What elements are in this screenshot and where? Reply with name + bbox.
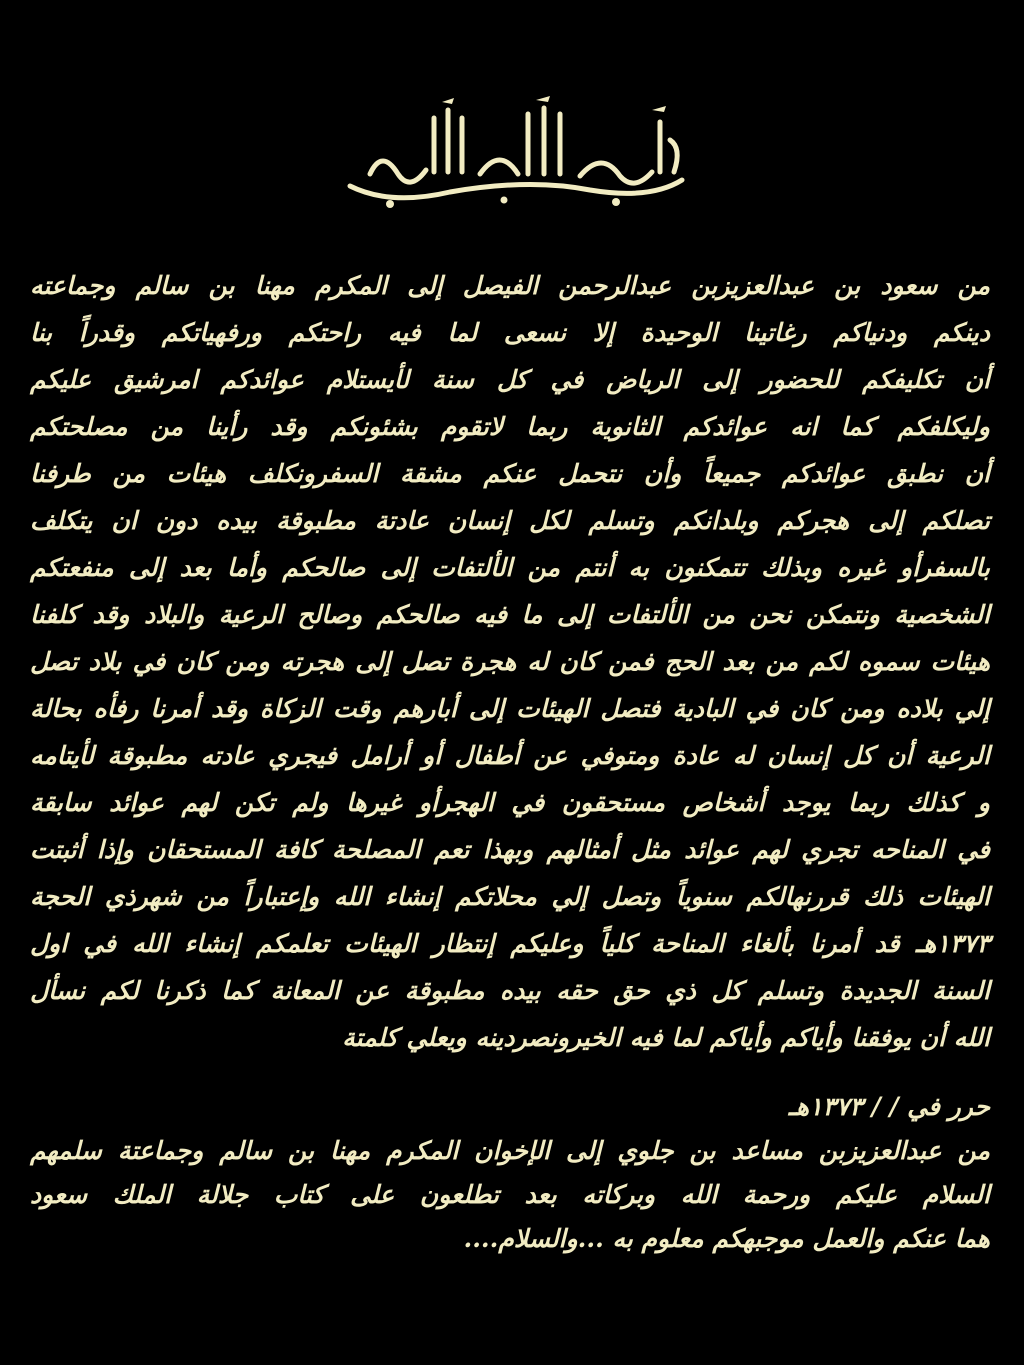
letter-line: دينكم ودنياكم رغاتينا الوحيدة إلا نسعى لما فيه راحتكم ورفهياتكم وقدراً بنا <box>30 318 990 347</box>
letter-line: بالسفرأو غيره وبذلك تتمكنون به أنتم من الألتفات إلى صالحكم وأما بعد إلى منفعتكم <box>30 553 990 582</box>
letter-line: إلي بلاده ومن كان في البادية فتصل الهيئات إلى أبارهم وقت الزكاة وقد أمرنا رفأه بحالة <box>30 694 990 723</box>
letter-line: و كذلك ربما يوجد أشخاص مستحقون في الهجرأو غيرها ولم تكن لهم عوائد سابقة <box>30 788 990 817</box>
letter-closing-line: الله أن يوفقنا وأياكم وأياكم لما فيه الخيرونصردينه ويعلي كلمتة <box>342 1023 990 1052</box>
letter-line: الشخصية ونتمكن نحن من الألتفات إلى ما فيه صالحكم وصالح الرعية والبلاد وقد كلفنا <box>30 600 990 629</box>
letter-line: ١٣٧٣هـ قد أمرنا بألغاء المناحة كلياً وعليكم إنتظار الهيئات تعلمكم إنشاء الله في اول <box>30 929 990 958</box>
forward-line: السلام عليكم ورحمة الله وبركاته بعد تطلعون على كتاب جلالة الملك سعود <box>30 1180 990 1209</box>
letter-line: من سعود بن عبدالعزيزبن عبدالرحمن الفيصل إلى المكرم مهنا بن سالم وجماعته <box>30 271 990 300</box>
letter-line: هيئات سموه لكم من بعد الحج فمن كان له هجرة تصل إلى هجرته ومن كان في بلاد تصل <box>30 647 990 676</box>
letter-body <box>30 262 990 1061</box>
letter-line: في المناحه تجري لهم عوائد مثل أمثالهم وبهذا تعم المصلحة كافة المستحقان وإذا أثبتت <box>30 835 990 864</box>
letter-line: الهيئات ذلك قررنهالكم سنوياً وتصل إلي محلاتكم إنشاء الله وإعتباراً من شهرذي الحجة <box>30 882 990 911</box>
forward-line: من عبدالعزيزبن مساعد بن جلوي إلى الإخوان المكرم مهنا بن سالم وجماعتة سلمهم <box>30 1136 990 1165</box>
letter-line: أن نطبق عوائدكم جميعاً وأن نتحمل عنكم مشقة السفرونكلف هيئات من طرفنا <box>30 459 990 488</box>
forward-closing-line: هما عنكم والعمل موجبهكم معلوم به ...والسلام.... <box>463 1224 990 1253</box>
letter-line: الرعية أن كل إنسان له عادة ومتوفي عن أطفال أو أرامل فيجري عادته مطبوقة لأيتامه <box>30 741 990 770</box>
basmala-calligraphy <box>330 88 702 218</box>
forward-note <box>30 1085 990 1261</box>
date-line: حرر في / / ١٣٧٣هـ <box>788 1092 990 1121</box>
letter-line: السنة الجديدة وتسلم كل ذي حق حقه بيده مطبوقة عن المعانة كما ذكرنا لكم نسأل <box>30 976 990 1005</box>
letter-line: أن تكليفكم للحضور إلى الرياض في كل سنة لأيستلام عوائدكم امرشيق عليكم <box>30 365 990 394</box>
letter-line: وليكلفكم كما انه عوائدكم الثانوية ربما لاتقوم بشئونكم وقد رأينا من مصلحتكم <box>30 412 990 441</box>
basmala-calligraphy-image <box>330 88 702 218</box>
letter-line: تصلكم إلى هجركم وبلدانكم وتسلم لكل إنسان عادتة مطبوقة بيده دون ان يتكلف <box>30 506 990 535</box>
